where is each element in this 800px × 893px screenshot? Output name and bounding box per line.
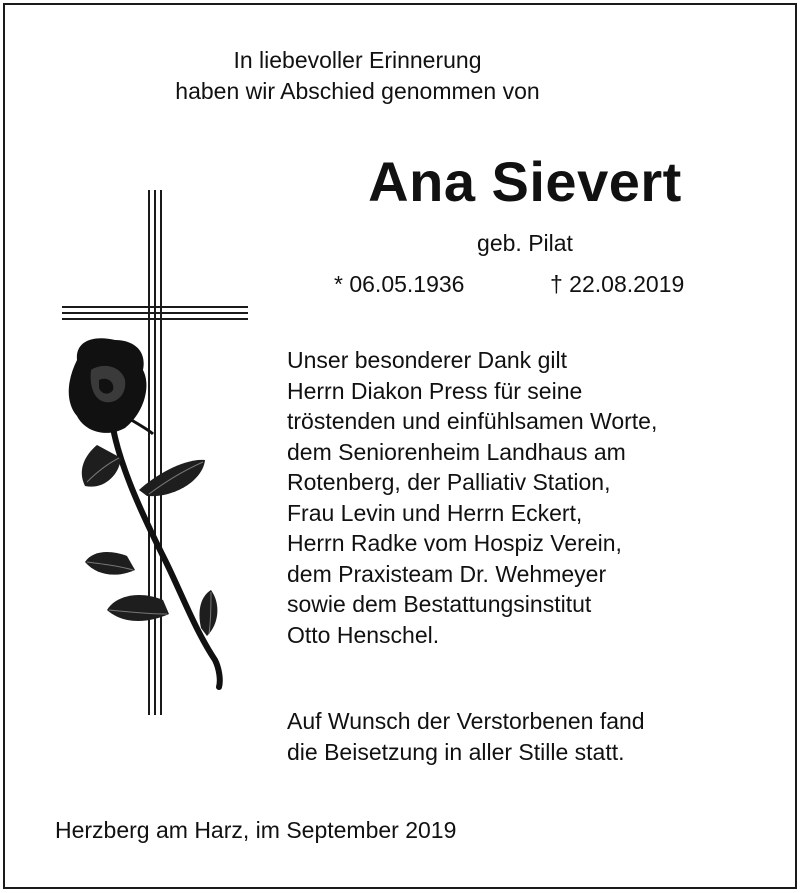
thanks-line: Otto Henschel. bbox=[287, 621, 440, 648]
death-date: † 22.08.2019 bbox=[550, 271, 685, 297]
deceased-name: Ana Sievert bbox=[368, 150, 682, 213]
thanks-line: Herrn Diakon Press für seine bbox=[287, 377, 583, 404]
intro-line-2: haben wir Abschied genommen von bbox=[175, 78, 540, 104]
memorial-artwork bbox=[55, 190, 255, 720]
intro-text bbox=[100, 45, 615, 107]
thanks-line: Unser besonderer Dank gilt bbox=[287, 347, 567, 373]
place-and-date: Herzberg am Harz, im September 2019 bbox=[55, 817, 457, 843]
closing-paragraph bbox=[287, 706, 767, 768]
birth-name: geb. Pilat bbox=[477, 230, 573, 256]
thanks-paragraph bbox=[287, 345, 767, 650]
thanks-line: Rotenberg, der Palliativ Station, bbox=[287, 469, 611, 495]
intro-line-1: In liebevoller Erinnerung bbox=[233, 47, 482, 73]
closing-line: Auf Wunsch der Verstorbenen fand bbox=[287, 708, 645, 734]
birth-date: * 06.05.1936 bbox=[334, 271, 465, 297]
rose-icon bbox=[69, 338, 220, 687]
thanks-line: dem Seniorenheim Landhaus am bbox=[287, 438, 626, 465]
thanks-line: Herrn Radke vom Hospiz Verein, bbox=[287, 530, 622, 556]
thanks-line: tröstenden und einfühlsamen Worte, bbox=[287, 408, 658, 434]
thanks-line: Frau Levin und Herrn Eckert, bbox=[287, 499, 583, 526]
thanks-line: sowie dem Bestattungsinstitut bbox=[287, 591, 592, 617]
thanks-line: dem Praxisteam Dr. Wehmeyer bbox=[287, 560, 607, 587]
closing-line: die Beisetzung in aller Stille statt. bbox=[287, 739, 625, 765]
